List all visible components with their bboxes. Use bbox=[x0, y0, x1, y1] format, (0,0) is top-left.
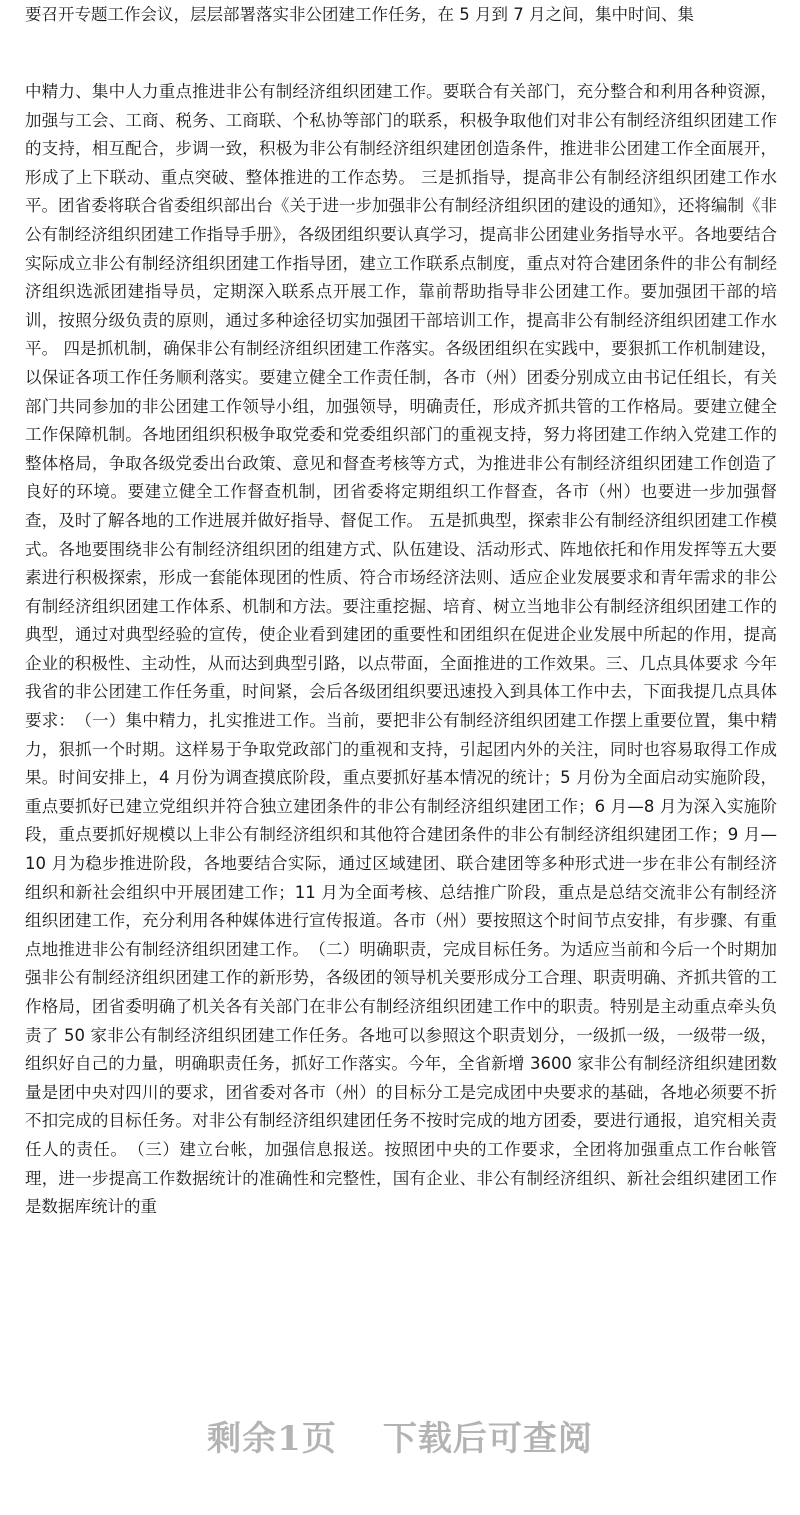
body-paragraph: 中精力、集中人力重点推进非公有制经济组织团建工作。要联合有关部门，充分整合和利用各种资源，加强与工会、工商、税务、工商联、个私协等部门的联系，积极争取他们对非公有制经济组织团建工作的支持，相互配合，步调一致，积极为非公有制经济组织建团创造条件，推进非公团建工作全面展开，形成了上下联动、重点突破、整体推进的工作态势。 三是抓指导，提高非公有制经济组织团建工作水平。团省委将联合省委组织部出台《关于进一步加强非公有制经济组织团的建设的通知》，还将编制《非公有制经济组织团建工作指导手册》，各级团组织要认真学习，提高非公团建业务指导水平。各地要结合实际成立非公有制经济组织团建工作指导团，建立工作联系点制度，重点对符合建团条件的非公有制经济组织选派团建指导员，定期深入联系点开展工作，靠前帮助指导非公团建工作。要加强团干部的培训，按照分级负责的原则，通过多种途径切实加强团干部培训工作，提高非公有制经济组织团建工作水平。 四是抓机制，确保非公有制经济组织团建工作落实。各级团组织在实践中，要狠抓工作机制建设，以保证各项工作任务顺利落实。要建立健全工作责任制，各市（州）团委分别成立由书记任组长，有关部门共同参加的非公团建工作领导小组，加强领导，明确责任，形成齐抓共管的工作格局。要建立健全工作保障机制。各地团组织积极争取党委和党委组织部门的重视支持，努力将团建工作纳入党建工作的整体格局，争取各级党委出台政策、意见和督查考核等方式，为推进非公有制经济组织团建工作创造了良好的环境。要建立健全工作督查机制，团省委将定期组织工作督查，各市（州）也要进一步加强督查，及时了解各地的工作进展并做好指导、督促工作。 五是抓典型，探索非公有制经济组织团建工作模式。各地要围绕非公有制经济组织团的组建方式、队伍建设、活动形式、阵地依托和作用发挥等五大要素进行积极探索，形成一套能体现团的性质、符合市场经济法则、适应企业发展要求和青年需求的非公有制经济组织团建工作体系、机制和方法。要注重挖掘、培育、树立当地非公有制经济组织团建工作的典型，通过对典型经验的宣传，使企业看到建团的重要性和团组织在促进企业发展中所起的作用，提高企业的积极性、主动性，从而达到典型引路，以点带面，全面推进的工作效果。三、几点具体要求 今年我省的非公团建工作任务重，时间紧，会后各级团组织要迅速投入到具体工作中去，下面我提几点具体要求： （一）集中精力，扎实推进工作。当前，要把非公有制经济组织团建工作摆上重要位置，集中精力，狠抓一个时期。这样易于争取党政部门的重视和支持，引起团内外的关注，同时也容易取得工作成果。时间安排上，4 月份为调查摸底阶段，重点要抓好基本情况的统计；5 月份为全面启动实施阶段，重点要抓好已建立党组织并符合独立建团条件的非公有制经济组织建团工作；6 月—8 月为深入实施阶段，重点要抓好规模以上非公有制经济组织和其他符合建团条件的非公有制经济组织建团工作；9 月—10 月为稳步推进阶段，各地要结合实际，通过区域建团、联合建团等多种形式进一步在非公有制经济组织和新社会组织中开展团建工作；11 月为全面考核、总结推广阶段，重点是总结交流非公有制经济组织团建工作，充分利用各种媒体进行宣传报道。各市（州）要按照这个时间节点安排，有步骤、有重点地推进非公有制经济组织团建工作。 （二）明确职责，完成目标任务。为适应当前和今后一个时期加强非公有制经济组织团建工作的新形势，各级团的领导机关要形成分工合理、职责明确、齐抓共管的工作格局，团省委明确了机关各有关部门在非公有制经济组织团建工作中的职责。特别是主动重点牵头负责了 50 家非公有制经济组织团建工作任务。各地可以参照这个职责划分，一级抓一级，一级带一级，组织好自己的力量，明确职责任务，抓好工作落实。今年，全省新增 3600 家非公有制经济组织建团数量是团中央对四川的要求，团省委对各市（州）的目标分工是完成团中央要求的基础，各地必须要不折不扣完成的目标任务。对非公有制经济组织建团任务不按时完成的地方团委，要进行通报，追究相关责任人的责任。 （三）建立台帐，加强信息报送。按照团中央的工作要求，全团将加强重点工作台帐管理，进一步提高工作数据统计的准确性和完整性，国有企业、非公有制经济组织、新社会组织建团工作是数据库统计的重 bbox=[25, 82, 777, 1217]
download-notice[interactable] bbox=[0, 1414, 800, 1464]
document-body bbox=[25, 78, 777, 1222]
remaining-pages-text: 剩余1页 bbox=[207, 1419, 337, 1459]
download-hint-text: 下载后可查阅 bbox=[382, 1419, 593, 1459]
document-first-line: 要召开专题工作会议，层层部署落实非公团建工作任务，在 5 月到 7 月之间，集中时间、集 bbox=[25, 5, 694, 24]
